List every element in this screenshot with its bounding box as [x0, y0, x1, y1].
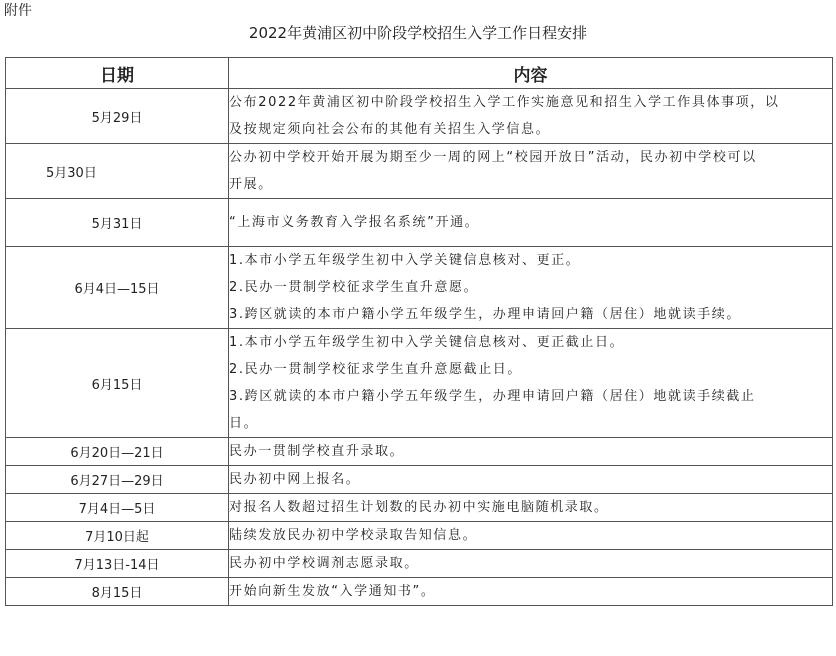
row-content [229, 199, 833, 247]
content-line: 2.民办一贯制学校征求学生直升意愿截止日。 [229, 362, 523, 377]
row-content [229, 550, 833, 578]
content-line: 3.跨区就读的本市户籍小学五年级学生，办理申请回户籍（居住）地就读手续截止 [229, 389, 756, 404]
table-row [6, 522, 833, 550]
row-date: 6月4日—15日 [6, 247, 229, 329]
row-content [229, 247, 833, 329]
content-line: 民办初中网上报名。 [229, 472, 361, 487]
row-date: 5月29日 [6, 89, 229, 144]
row-content [229, 494, 833, 522]
row-content [229, 329, 833, 438]
table-row [6, 89, 833, 144]
attachment-label: 附件 [4, 3, 32, 19]
row-content [229, 144, 833, 199]
table-row [6, 494, 833, 522]
table-row [6, 578, 833, 606]
content-line: 民办一贯制学校直升录取。 [229, 444, 405, 459]
row-content [229, 89, 833, 144]
content-line: 3.跨区就读的本市户籍小学五年级学生，办理申请回户籍（居住）地就读手续。 [229, 307, 742, 322]
row-date: 7月4日—5日 [6, 494, 229, 522]
row-content [229, 578, 833, 606]
header-date: 日期 [6, 58, 229, 89]
row-date: 5月30日 [6, 144, 229, 199]
document-title: 2022年黄浦区初中阶段学校招生入学工作日程安排 [248, 24, 588, 42]
content-line: 民办初中学校调剂志愿录取。 [229, 556, 419, 571]
content-line: “上海市义务教育入学报名系统”开通。 [229, 215, 480, 230]
content-line: 公办初中学校开始开展为期至少一周的网上“校园开放日”活动，民办初中学校可以 [229, 150, 757, 165]
table-row [6, 247, 833, 329]
content-line: 及按规定须向社会公布的其他有关招生入学信息。 [229, 122, 551, 137]
row-date: 5月31日 [6, 199, 229, 247]
row-date: 6月20日—21日 [6, 438, 229, 466]
table-row [6, 466, 833, 494]
content-line: 日。 [229, 416, 259, 431]
content-line: 1.本市小学五年级学生初中入学关键信息核对、更正截止日。 [229, 335, 625, 350]
header-content: 内容 [229, 58, 833, 89]
content-line: 2.民办一贯制学校征求学生直升意愿。 [229, 280, 479, 295]
content-line: 对报名人数超过招生计划数的民办初中实施电脑随机录取。 [229, 500, 609, 515]
row-date: 7月10日起 [6, 522, 229, 550]
row-date: 8月15日 [6, 578, 229, 606]
table-row [6, 329, 833, 438]
content-line: 开始向新生发放“入学通知书”。 [229, 584, 436, 599]
schedule-table [5, 57, 833, 606]
content-line: 公布2022年黄浦区初中阶段学校招生入学工作实施意见和招生入学工作具体事项，以 [229, 95, 780, 110]
row-date: 6月27日—29日 [6, 466, 229, 494]
row-date: 7月13日-14日 [6, 550, 229, 578]
table-header-row [6, 58, 833, 89]
content-line: 陆续发放民办初中学校录取告知信息。 [229, 528, 478, 543]
row-content [229, 466, 833, 494]
table-row [6, 438, 833, 466]
table-row [6, 199, 833, 247]
row-content [229, 438, 833, 466]
table-row [6, 550, 833, 578]
content-line: 开展。 [229, 177, 273, 192]
row-date: 6月15日 [6, 329, 229, 438]
table-row [6, 144, 833, 199]
row-content [229, 522, 833, 550]
content-line: 1.本市小学五年级学生初中入学关键信息核对、更正。 [229, 253, 581, 268]
